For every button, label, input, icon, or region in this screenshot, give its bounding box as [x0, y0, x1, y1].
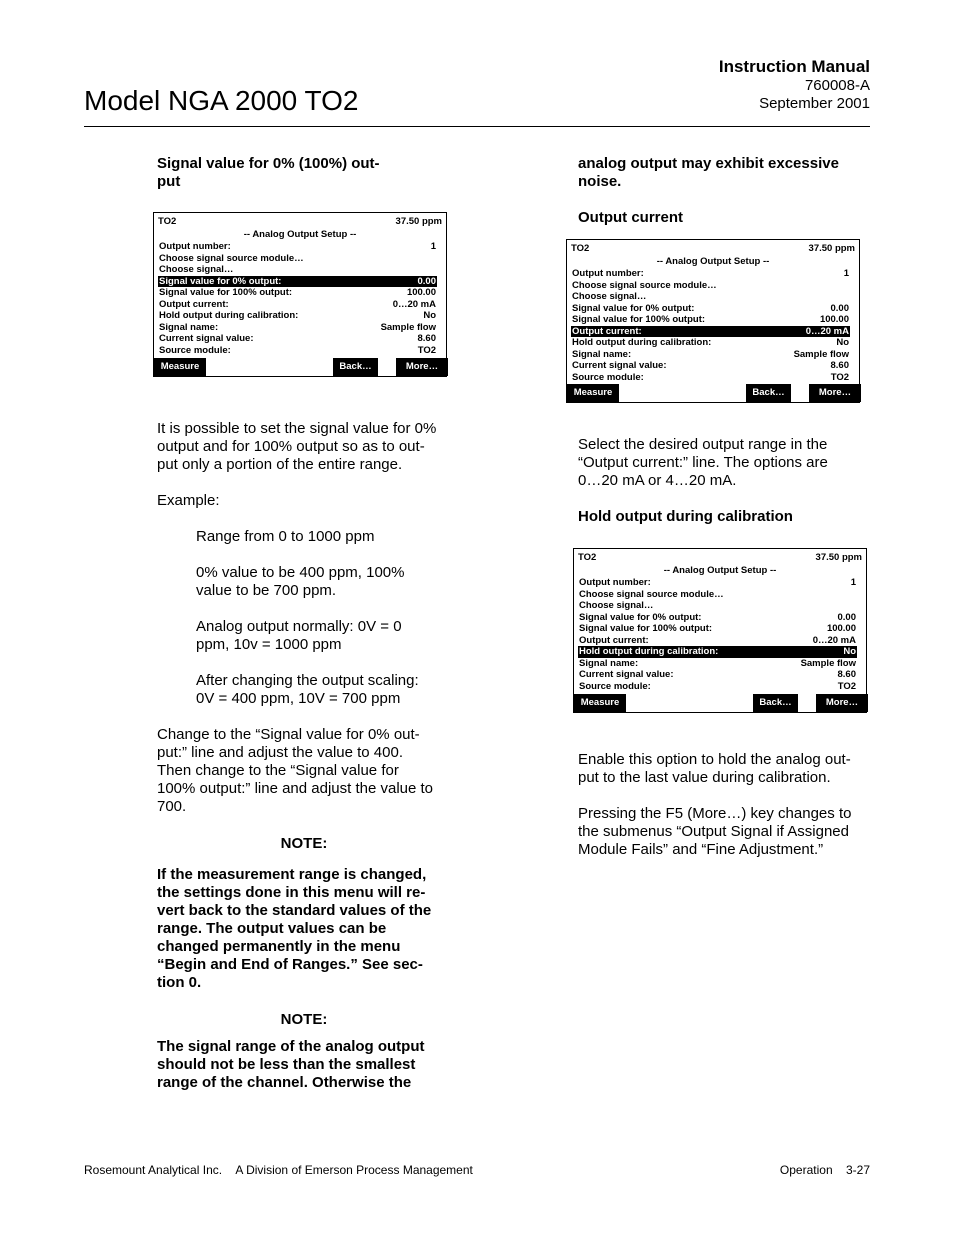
- text-line: “Begin and End of Ranges.” See sec-: [157, 956, 423, 973]
- lcd-menu-row[interactable]: [158, 345, 437, 357]
- lcd-row-value: 100.00: [819, 314, 849, 325]
- footer-page-info: [780, 1163, 870, 1177]
- text-line: Analog output normally: 0V = 0: [196, 618, 402, 635]
- lcd-row-label: Signal value for 0% output:: [572, 302, 695, 314]
- section-name: Operation: [779, 1163, 833, 1177]
- lcd-row-label: Hold output during calibration:: [159, 310, 299, 321]
- measure-softkey[interactable]: Measure: [154, 358, 206, 376]
- lcd-row-label: Output current:: [572, 325, 642, 337]
- note-title: NOTE:: [280, 835, 328, 852]
- text-line: put:” line and adjust the value to 400.: [157, 744, 404, 761]
- model-title: Model NGA 2000 TO2: [84, 85, 359, 116]
- lcd-row-label: Choose signal source module…: [579, 588, 724, 600]
- lcd-row-label: Current signal value:: [572, 360, 667, 371]
- lcd-row-value: TO2: [837, 680, 856, 692]
- lcd-row-value: Sample flow: [793, 348, 849, 360]
- lcd-menu-row[interactable]: [158, 299, 437, 311]
- lcd-row-value: 8.60: [417, 333, 436, 344]
- text-line: Then change to the “Signal value for: [157, 762, 399, 779]
- lcd-menu-row[interactable]: [571, 349, 850, 361]
- lcd-row-value: No: [836, 337, 849, 348]
- text-line: 700.: [157, 798, 187, 815]
- lcd-reading: 37.50 ppm: [808, 243, 855, 254]
- lcd-row-label: Output current:: [159, 298, 229, 310]
- lcd-row-value: 0.00: [830, 302, 849, 314]
- text-line: value to be 700 ppm.: [196, 582, 337, 599]
- lcd-header: [578, 552, 862, 564]
- text-line: “Output current:” line. The options are: [578, 454, 828, 471]
- text-line: If the measurement range is changed,: [157, 866, 427, 883]
- text-line: the settings done in this menu will re-: [157, 884, 426, 901]
- lcd-menu-row[interactable]: [578, 669, 857, 681]
- lcd-menu-row[interactable]: [578, 589, 857, 601]
- heading-line: Signal value for 0% (100%) out-: [157, 155, 380, 172]
- lcd-menu-row[interactable]: [571, 326, 850, 338]
- text-line: 100% output:” line and adjust the value to: [157, 780, 434, 797]
- lcd-menu-row[interactable]: [571, 280, 850, 292]
- example-range: Range from 0 to 1000 ppm: [196, 528, 375, 545]
- lcd-row-value: TO2: [830, 371, 849, 383]
- lcd-reading: 37.50 ppm: [395, 216, 442, 227]
- lcd-menu-row[interactable]: [571, 337, 850, 349]
- lcd-row-value: 0…20 mA: [392, 298, 436, 310]
- lcd-menu-row[interactable]: [571, 303, 850, 315]
- lcd-row-value: Sample flow: [800, 657, 856, 669]
- lcd-row-label: Signal name:: [579, 657, 639, 669]
- lcd-row-value: 8.60: [830, 360, 849, 371]
- lcd-menu-row[interactable]: [578, 635, 857, 647]
- section-heading-hold-output: Hold output during calibration: [578, 508, 793, 525]
- measure-softkey[interactable]: Measure: [567, 384, 619, 402]
- paragraph-change-values: [157, 726, 451, 816]
- lcd-device-name: TO2: [571, 243, 590, 254]
- lcd-row-value: 8.60: [837, 669, 856, 680]
- text-line: range of the channel. Otherwise the: [157, 1074, 412, 1091]
- lcd-row-label: Source module:: [159, 344, 231, 356]
- right-bottom-block: [578, 751, 872, 859]
- lcd-row-label: Choose signal source module…: [572, 279, 717, 291]
- paragraph-output-range: [578, 436, 872, 490]
- lcd-menu-title: -- Analog Output Setup --: [243, 229, 357, 240]
- lcd-row-label: Signal name:: [159, 321, 219, 333]
- lcd-menu-row[interactable]: [578, 577, 857, 589]
- text-line: It is possible to set the signal value for 0%: [157, 420, 437, 437]
- lcd-screen-output-current: [566, 239, 860, 403]
- lcd-row-value: Sample flow: [380, 321, 436, 333]
- lcd-menu-row[interactable]: [578, 658, 857, 670]
- heading-line: put: [157, 173, 181, 190]
- lcd-row-label: Choose signal…: [579, 600, 654, 611]
- lcd-softkey-bar: [574, 694, 866, 712]
- text-line: vert back to the standard values of the: [157, 902, 432, 919]
- lcd-menu-row[interactable]: [578, 612, 857, 624]
- lcd-row-value: 100.00: [406, 287, 436, 298]
- note-measurement-range: [157, 866, 451, 992]
- back-softkey[interactable]: Back…: [333, 358, 378, 376]
- note-signal-range: [157, 1038, 451, 1092]
- lcd-row-value: 0…20 mA: [812, 634, 856, 646]
- lcd-reading: 37.50 ppm: [815, 552, 862, 563]
- text-line: The signal range of the analog output: [157, 1038, 425, 1055]
- text-line: ppm, 10v = 1000 ppm: [196, 636, 342, 653]
- lcd-row-value: 1: [843, 268, 849, 279]
- text-line: 0…20 mA or 4…20 mA.: [578, 472, 737, 489]
- lcd-menu-list: [158, 241, 437, 356]
- company-division: A Division of Emerson Process Management: [235, 1163, 473, 1177]
- lcd-menu-row[interactable]: [158, 241, 437, 253]
- lcd-menu-row[interactable]: [158, 287, 437, 299]
- text-line: noise.: [578, 173, 622, 190]
- document-date: September 2001: [759, 95, 870, 112]
- lcd-softkey-bar: [567, 384, 859, 402]
- note-title: NOTE:: [280, 1011, 328, 1028]
- left-body-block: [157, 420, 451, 1092]
- lcd-screen-signal-value: [153, 212, 447, 377]
- lcd-row-label: Signal value for 100% output:: [579, 623, 713, 634]
- lcd-row-value: 0.00: [417, 275, 436, 287]
- lcd-menu-row[interactable]: [578, 623, 857, 635]
- more-softkey[interactable]: More…: [816, 694, 868, 712]
- section-heading-signal-value: [157, 155, 451, 191]
- lcd-menu-row[interactable]: [578, 646, 857, 658]
- lcd-menu-row[interactable]: [578, 600, 857, 612]
- lcd-device-name: TO2: [158, 216, 177, 227]
- lcd-row-label: Current signal value:: [159, 333, 254, 344]
- text-line: range. The output values can be: [157, 920, 387, 937]
- left-heading-block: [157, 155, 451, 191]
- text-line: Pressing the F5 (More…) key changes to: [578, 805, 852, 822]
- lcd-row-value: No: [423, 310, 436, 321]
- manual-title: Instruction Manual: [718, 57, 870, 76]
- text-line: the submenus “Output Signal if Assigned: [578, 823, 849, 840]
- lcd-row-value: 1: [850, 577, 856, 588]
- lcd-screen-hold-output: [573, 548, 867, 713]
- lcd-menu-row[interactable]: [571, 291, 850, 303]
- text-line: output and for 100% output so as to out-: [157, 438, 425, 455]
- lcd-menu-row[interactable]: [571, 314, 850, 326]
- text-line: changed permanently in the menu: [157, 938, 401, 955]
- lcd-row-label: Output current:: [579, 634, 649, 646]
- right-top-block: [578, 155, 872, 227]
- more-softkey[interactable]: More…: [809, 384, 861, 402]
- lcd-row-label: Signal value for 100% output:: [159, 287, 293, 298]
- lcd-menu-row[interactable]: [158, 322, 437, 334]
- lcd-menu-row[interactable]: [158, 253, 437, 265]
- text-line: analog output may exhibit excessive: [578, 155, 839, 172]
- text-line: 0% value to be 400 ppm, 100%: [196, 564, 405, 581]
- lcd-row-label: Choose signal…: [159, 264, 234, 275]
- lcd-row-value: No: [843, 646, 856, 657]
- lcd-menu-row[interactable]: [158, 310, 437, 322]
- header-divider: [84, 126, 870, 127]
- footer-company: [84, 1163, 473, 1177]
- lcd-row-label: Hold output during calibration:: [572, 337, 712, 348]
- lcd-softkey-bar: [154, 358, 446, 376]
- text-line: Enable this option to hold the analog out-: [578, 751, 851, 768]
- page-number: 3-27: [845, 1163, 870, 1177]
- lcd-menu-row[interactable]: [571, 360, 850, 372]
- example-values: [157, 564, 451, 600]
- lcd-menu-row[interactable]: [158, 276, 437, 288]
- right-middle-block: [578, 436, 872, 526]
- lcd-row-value: TO2: [417, 344, 436, 356]
- back-softkey[interactable]: Back…: [753, 694, 798, 712]
- lcd-row-label: Output number:: [159, 241, 231, 252]
- company-name: Rosemount Analytical Inc.: [84, 1163, 223, 1177]
- lcd-menu-title: -- Analog Output Setup --: [656, 256, 770, 267]
- paragraph-partial-range: [157, 420, 451, 474]
- back-softkey[interactable]: Back…: [746, 384, 791, 402]
- lcd-row-value: 0…20 mA: [805, 325, 849, 337]
- lcd-row-label: Choose signal…: [572, 291, 647, 302]
- paragraph-hold-output: [578, 751, 872, 787]
- example-label: Example:: [157, 492, 220, 509]
- lcd-menu-row[interactable]: [571, 372, 850, 384]
- lcd-header: [158, 216, 442, 228]
- more-softkey[interactable]: More…: [396, 358, 448, 376]
- text-line: Module Fails” and “Fine Adjustment.”: [578, 841, 824, 858]
- lcd-menu-list: [571, 268, 850, 383]
- text-line: Change to the “Signal value for 0% out-: [157, 726, 420, 743]
- lcd-row-label: Signal name:: [572, 348, 632, 360]
- lcd-row-label: Output number:: [572, 268, 644, 279]
- example-normal-output: [157, 618, 451, 654]
- note-continued: [578, 155, 872, 191]
- lcd-row-label: Signal value for 0% output:: [159, 275, 282, 287]
- text-line: After changing the output scaling:: [196, 672, 419, 689]
- text-line: put to the last value during calibration.: [578, 769, 831, 786]
- document-number: 760008-A: [804, 77, 870, 94]
- text-line: Select the desired output range in the: [578, 436, 828, 453]
- lcd-row-label: Hold output during calibration:: [579, 646, 719, 657]
- text-line: put only a portion of the entire range.: [157, 456, 403, 473]
- lcd-row-label: Signal value for 0% output:: [579, 611, 702, 623]
- lcd-row-value: 100.00: [826, 623, 856, 634]
- lcd-menu-row[interactable]: [158, 333, 437, 345]
- lcd-device-name: TO2: [578, 552, 597, 563]
- text-line: 0V = 400 ppm, 10V = 700 ppm: [196, 690, 401, 707]
- lcd-row-label: Source module:: [572, 371, 644, 383]
- section-heading-output-current: Output current: [578, 209, 683, 226]
- lcd-row-label: Choose signal source module…: [159, 252, 304, 264]
- lcd-row-label: Output number:: [579, 577, 651, 588]
- paragraph-more-key: [578, 805, 872, 859]
- example-scaled-output: [157, 672, 451, 708]
- lcd-header: [571, 243, 855, 255]
- lcd-menu-row[interactable]: [571, 268, 850, 280]
- text-line: should not be less than the smallest: [157, 1056, 416, 1073]
- lcd-menu-row[interactable]: [158, 264, 437, 276]
- lcd-menu-list: [578, 577, 857, 692]
- lcd-menu-title: -- Analog Output Setup --: [663, 565, 777, 576]
- lcd-row-label: Signal value for 100% output:: [572, 314, 706, 325]
- lcd-row-label: Current signal value:: [579, 669, 674, 680]
- text-line: tion 0.: [157, 974, 202, 991]
- lcd-row-label: Source module:: [579, 680, 651, 692]
- lcd-menu-row[interactable]: [578, 681, 857, 693]
- measure-softkey[interactable]: Measure: [574, 694, 626, 712]
- lcd-row-value: 1: [430, 241, 436, 252]
- lcd-row-value: 0.00: [837, 611, 856, 623]
